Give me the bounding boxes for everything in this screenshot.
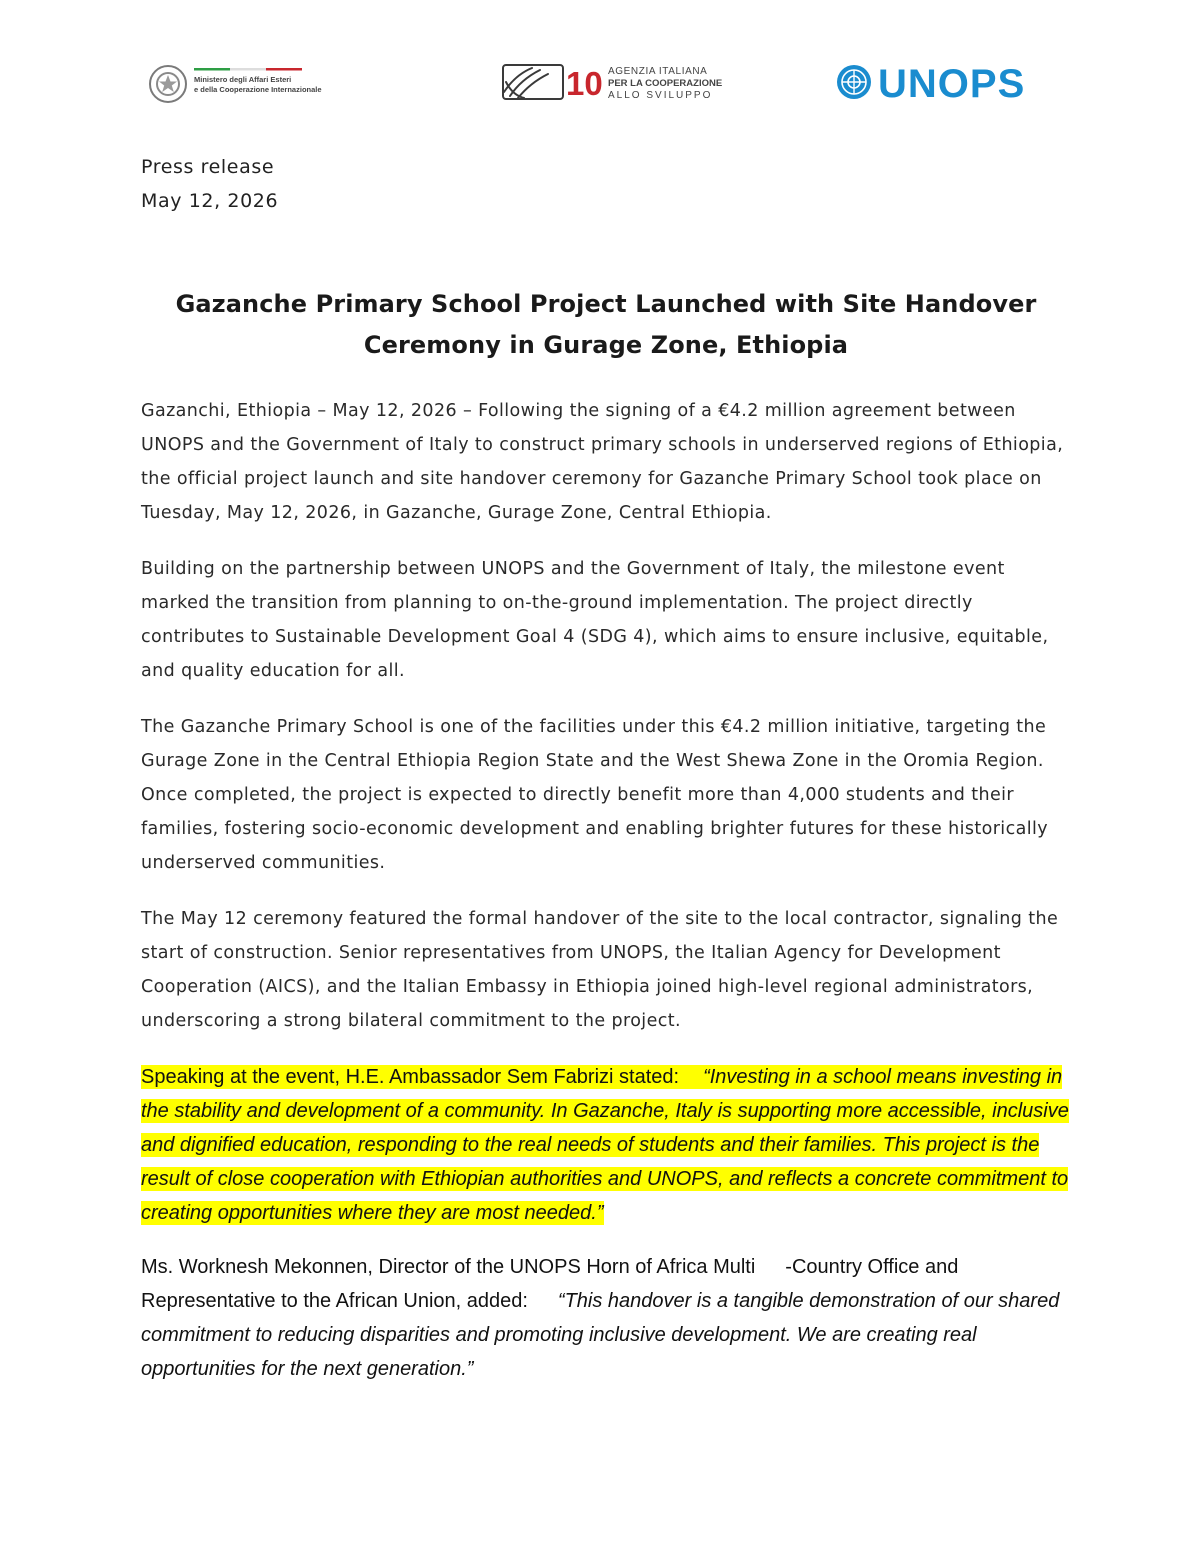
- title-line-1: Gazanche Primary School Project Launched with Site Handover: [175, 290, 1037, 318]
- ambassador-quote: [141, 1060, 1081, 1230]
- director-quote-intro-2: -Country Office and Representative to the African Union, added:: [141, 1256, 959, 1312]
- maeci-line1: Ministero degli Affari Esteri: [194, 75, 292, 84]
- paragraph-4: The May 12 ceremony featured the formal handover of the site to the local contractor, signaling the start of construction. Senior representatives from UNOPS, the Italian Agency for Development Cooperation (AICS), and the Italian Embassy in Ethiopia joined high-level regional administrators, underscoring a strong bilateral commitment to the project.: [141, 909, 1059, 1031]
- director-quote: [141, 1250, 1081, 1386]
- maeci-logo: [148, 62, 322, 106]
- logo-header: [0, 0, 1200, 120]
- un-emblem-icon: [837, 65, 871, 99]
- unops-logo: [836, 62, 1052, 106]
- unops-wordmark: UNOPS: [878, 62, 1026, 106]
- director-quote-text: “This handover is a tangible demonstration of our shared commitment to reducing disparities and promoting inclusive development. We are creating real opportunities for the next generation.”: [141, 1290, 1060, 1380]
- director-quote-intro-1: Ms. Worknesh Mekonnen, Director of the UNOPS Horn of Africa Multi: [141, 1256, 756, 1278]
- aics-line2: PER LA COOPERAZIONE: [608, 78, 723, 89]
- aics-line1: AGENZIA ITALIANA: [608, 66, 708, 77]
- ambassador-quote-intro: Speaking at the event, H.E. Ambassador Sem Fabrizi stated:: [141, 1066, 680, 1088]
- ambassador-quote-text: “Investing in a school means investing in the stability and development of a community. In Gazanche, Italy is supporting more accessible, inclusive and dignified education, responding to the real needs of students and their families. This project is the result of close cooperation with Ethiopian authorities and UNOPS, and reflects a concrete commitment to creating opportunities where they are most needed.”: [141, 1066, 1069, 1224]
- italian-republic-emblem-icon: [150, 66, 186, 102]
- press-release-body: [141, 150, 1071, 1406]
- aics-line3: ALLO SVILUPPO: [608, 90, 713, 101]
- paragraph-1: Gazanchi, Ethiopia – May 12, 2026 – Following the signing of a €4.2 million agreement between UNOPS and the Government of Italy to construct primary schools in underserved regions of Ethiopia, the official project launch and site handover ceremony for Gazanche Primary School took place on Tuesday, May 12, 2026, in Gazanche, Gurage Zone, Central Ethiopia.: [141, 401, 1064, 523]
- title-line-2: Ceremony in Gurage Zone, Ethiopia: [363, 331, 849, 359]
- aics-logo: [502, 62, 724, 102]
- paragraph-3: The Gazanche Primary School is one of the facilities under this €4.2 million initiative, targeting the Gurage Zone in the Central Ethiopia Region State and the West Shewa Zone in the Oromia Region. Once completed, the project is expected to directly benefit more than 4,000 students and their families, fostering socio-economic development and enabling brighter futures for these historically underserved communities.: [141, 717, 1048, 873]
- highlighted-quote: [141, 1065, 1069, 1225]
- hands-icon: [503, 65, 563, 99]
- aics-number: 10: [566, 65, 603, 102]
- release-date: May 12, 2026: [141, 190, 279, 212]
- maeci-line2: e della Cooperazione Internazionale: [194, 85, 322, 94]
- release-type: Press release: [141, 156, 275, 178]
- paragraph-2: Building on the partnership between UNOPS and the Government of Italy, the milestone event marked the transition from planning to on-the-ground implementation. The project directly contributes to Sustainable Development Goal 4 (SDG 4), which aims to ensure inclusive, equitable, and quality education for all.: [141, 559, 1049, 681]
- release-meta: [141, 150, 1071, 218]
- page-title: [141, 284, 1071, 366]
